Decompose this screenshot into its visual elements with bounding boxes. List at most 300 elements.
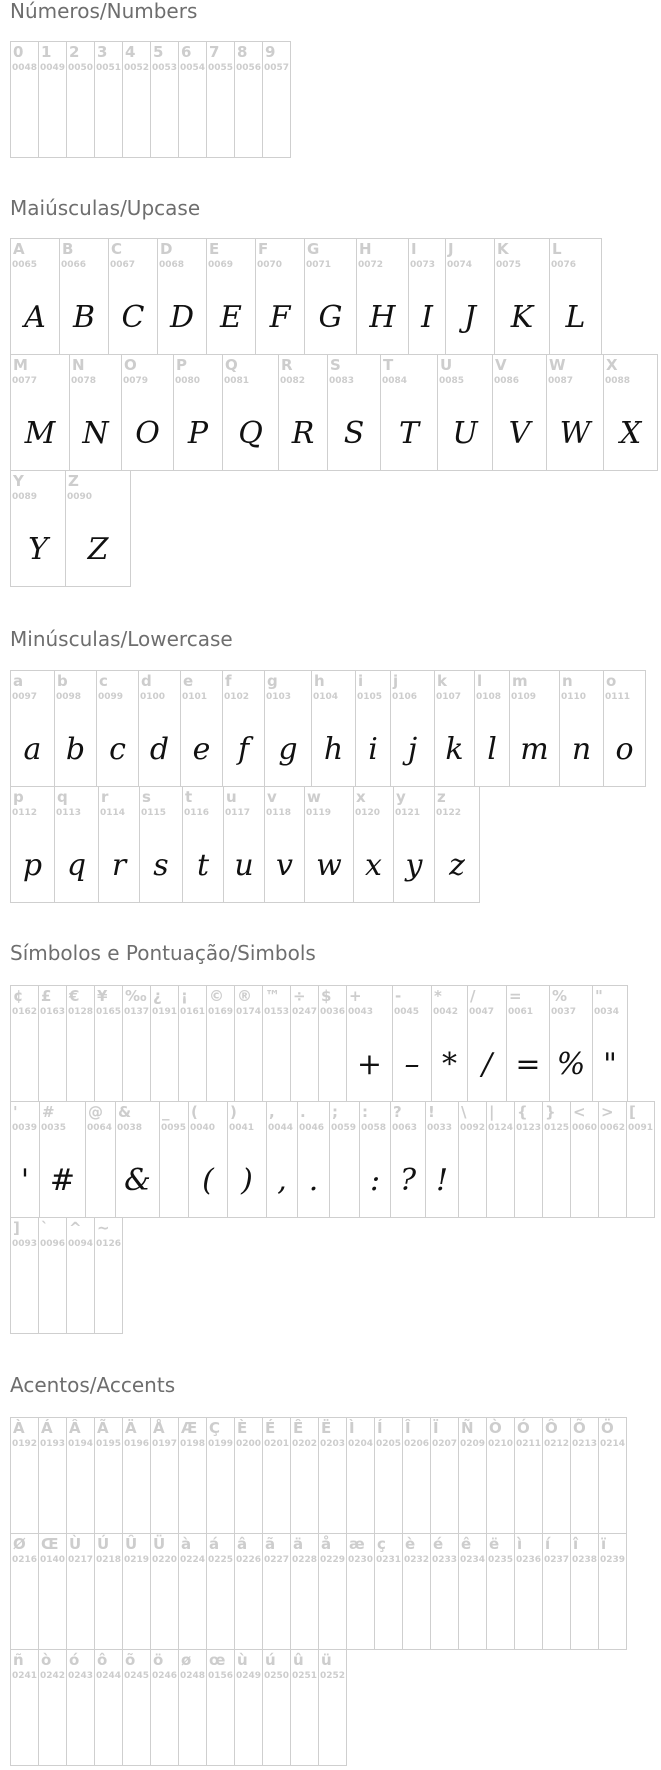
glyph-code: 0156: [208, 1671, 234, 1681]
glyph-code: 0104: [313, 692, 339, 702]
glyph-sample: z: [449, 848, 465, 883]
glyph-sample: s: [153, 848, 169, 883]
glyph-cell: [38, 41, 67, 158]
glyph-code: 0046: [299, 1123, 325, 1133]
glyph-character: y: [396, 788, 406, 806]
glyph-character: =: [509, 987, 522, 1005]
glyph-code: 0064: [87, 1123, 113, 1133]
glyph-cell: [264, 786, 305, 903]
glyph-sample: [235, 1460, 262, 1533]
glyph-sample: [39, 1692, 66, 1765]
glyph-cell: [506, 985, 550, 1102]
glyph-cell: [173, 354, 223, 471]
glyph-code: 0100: [140, 692, 166, 702]
glyph-sample: [291, 1028, 318, 1101]
glyph-sample: [160, 1144, 188, 1217]
glyph-sample: [515, 1576, 542, 1649]
glyph-cell: [598, 1533, 627, 1650]
glyph-sample: S: [343, 416, 365, 451]
glyph-character: Æ: [181, 1419, 198, 1437]
glyph-sample: W: [559, 416, 591, 451]
glyph-row: [10, 1533, 626, 1649]
glyph-code: 0205: [376, 1439, 402, 1449]
glyph-code: 0087: [548, 376, 574, 386]
glyph-cell: [223, 786, 265, 903]
glyph-cell: [390, 670, 435, 787]
glyph-character: P: [176, 356, 187, 374]
glyph-character: Ö: [601, 1419, 614, 1437]
glyph-sample: [347, 1460, 374, 1533]
glyph-character: î: [573, 1535, 579, 1553]
glyph-character: 7: [209, 43, 220, 61]
glyph-cell: [206, 1649, 235, 1766]
glyph-cell: [311, 670, 356, 787]
glyph-character: c: [99, 672, 108, 690]
glyph-character: j: [393, 672, 399, 690]
glyph-sample: [235, 1692, 262, 1765]
glyph-character: C: [111, 240, 123, 258]
glyph-cell: [94, 1217, 123, 1334]
glyph-character: 6: [181, 43, 192, 61]
glyph-cell: [603, 354, 658, 471]
glyph-character: 1: [41, 43, 52, 61]
glyph-character: |: [489, 1103, 495, 1121]
glyph-code: 0078: [71, 376, 97, 386]
glyph-cell: [38, 985, 67, 1102]
glyph-sample: [403, 1576, 430, 1649]
glyph-row: [10, 238, 657, 354]
section-title-lowercase: Minúsculas/Lowercase: [10, 627, 233, 651]
glyph-cell: [390, 1101, 426, 1218]
glyph-code: 0246: [152, 1671, 178, 1681]
glyph-sample: j: [407, 732, 418, 767]
glyph-code: 0236: [516, 1555, 542, 1565]
glyph-cell: [10, 1649, 39, 1766]
glyph-sample: [151, 1576, 178, 1649]
glyph-sample: J: [463, 300, 477, 335]
glyph-code: 0105: [357, 692, 383, 702]
glyph-cell: [549, 238, 602, 355]
glyph-cell: [430, 1533, 459, 1650]
glyph-character: :: [362, 1103, 368, 1121]
glyph-sample: i: [368, 732, 378, 767]
glyph-sample: [207, 1460, 234, 1533]
glyph-cell: [94, 985, 123, 1102]
glyph-code: 0250: [264, 1671, 290, 1681]
glyph-cell: [262, 1533, 291, 1650]
glyph-sample: [39, 1260, 66, 1333]
glyph-code: 0194: [68, 1439, 94, 1449]
glyph-character: À: [13, 1419, 25, 1437]
glyph-code: 0251: [292, 1671, 318, 1681]
glyph-cell: [494, 238, 550, 355]
glyph-character: G: [307, 240, 320, 258]
glyph-code: 0224: [180, 1555, 206, 1565]
glyph-cell: [458, 1533, 487, 1650]
glyph-code: 0051: [96, 63, 122, 73]
glyph-character: ": [595, 987, 603, 1005]
glyph-cell: [10, 786, 55, 903]
glyph-sample: ": [603, 1047, 617, 1082]
glyph-sample: R: [291, 416, 315, 451]
glyph-sample: U: [452, 416, 478, 451]
glyph-sample: K: [510, 300, 534, 335]
glyph-sample: [207, 1692, 234, 1765]
glyph-code: 0228: [292, 1555, 318, 1565]
glyph-character: ì: [517, 1535, 523, 1553]
glyph-cell: [206, 238, 256, 355]
glyph-sample: [375, 1460, 402, 1533]
glyph-sample: [39, 1460, 66, 1533]
glyph-sample: [459, 1576, 486, 1649]
glyph-cell: [206, 41, 235, 158]
glyph-code: 0042: [433, 1007, 459, 1017]
glyph-character: ¡: [181, 987, 188, 1005]
glyph-cell: [486, 1533, 515, 1650]
glyph-character: [: [629, 1103, 636, 1121]
glyph-cell: [290, 1417, 319, 1534]
glyph-cell: [38, 1217, 67, 1334]
numbers-grid: [10, 41, 290, 157]
glyph-character: 2: [69, 43, 80, 61]
glyph-cell: [234, 1533, 263, 1650]
glyph-code: 0115: [141, 808, 167, 818]
glyph-cell: [234, 985, 263, 1102]
glyph-character: £: [41, 987, 52, 1005]
glyph-code: 0108: [476, 692, 502, 702]
glyph-cell: [122, 985, 151, 1102]
glyph-cell: [592, 985, 628, 1102]
glyph-code: 0197: [152, 1439, 178, 1449]
glyph-code: 0124: [488, 1123, 514, 1133]
glyph-character: ç: [377, 1535, 386, 1553]
glyph-sample: q: [66, 848, 87, 883]
glyph-code: 0089: [12, 492, 38, 502]
glyph-code: 0239: [600, 1555, 626, 1565]
glyph-sample: [11, 1576, 38, 1649]
glyph-sample: h: [323, 732, 344, 767]
glyph-code: 0086: [494, 376, 520, 386]
glyph-cell: [546, 354, 604, 471]
glyph-character: B: [62, 240, 74, 258]
glyph-code: 0214: [600, 1439, 626, 1449]
glyph-cell: [374, 1533, 403, 1650]
glyph-character: u: [226, 788, 237, 806]
glyph-cell: [234, 1417, 263, 1534]
glyph-sample: [487, 1460, 514, 1533]
glyph-character: .: [300, 1103, 306, 1121]
glyph-sample: w: [316, 848, 342, 883]
glyph-code: 0088: [605, 376, 631, 386]
glyph-character: *: [434, 987, 442, 1005]
glyph-cell: [474, 670, 510, 787]
glyph-sample: Q: [238, 416, 263, 451]
glyph-sample: r: [111, 848, 127, 883]
glyph-character: à: [181, 1535, 192, 1553]
glyph-character: S: [330, 356, 341, 374]
glyph-sample: a: [23, 732, 42, 767]
glyph-character: Ï: [433, 1419, 439, 1437]
glyph-code: 0095: [161, 1123, 187, 1133]
glyph-character: å: [321, 1535, 332, 1553]
glyph-code: 0199: [208, 1439, 234, 1449]
glyph-code: 0140: [40, 1555, 66, 1565]
glyph-character: U: [440, 356, 453, 374]
glyph-code: 0165: [96, 1007, 122, 1017]
glyph-character: ü: [321, 1651, 332, 1669]
glyph-character: Ù: [69, 1535, 82, 1553]
glyph-code: 0071: [306, 260, 332, 270]
glyph-character: F: [258, 240, 269, 258]
glyph-cell: [10, 1533, 39, 1650]
glyph-character: Ø: [13, 1535, 26, 1553]
glyph-cell: [150, 1417, 179, 1534]
glyph-cell: [206, 985, 235, 1102]
glyph-sample: V: [508, 416, 531, 451]
glyph-sample: [627, 1144, 654, 1217]
glyph-character: ö: [153, 1651, 164, 1669]
glyph-code: 0102: [224, 692, 250, 702]
glyph-character: ;: [332, 1103, 338, 1121]
glyph-sample: [151, 1692, 178, 1765]
glyph-sample: [330, 1144, 359, 1217]
glyph-code: 0075: [496, 260, 522, 270]
glyph-sample: E: [220, 300, 242, 335]
glyph-sample: =: [515, 1047, 541, 1082]
glyph-sample: g: [278, 732, 298, 767]
glyph-character: W: [549, 356, 566, 374]
glyph-character: Ë: [321, 1419, 332, 1437]
glyph-sample: [39, 84, 66, 157]
glyph-code: 0225: [208, 1555, 234, 1565]
glyph-row: [10, 985, 654, 1101]
glyph-code: 0211: [516, 1439, 542, 1449]
glyph-cell: [178, 41, 207, 158]
glyph-sample: #: [49, 1163, 76, 1198]
glyph-sample: [487, 1576, 514, 1649]
glyph-row: [10, 354, 657, 470]
glyph-character: ]: [13, 1219, 20, 1237]
glyph-code: 0082: [280, 376, 306, 386]
glyph-code: 0062: [600, 1123, 626, 1133]
section-title-accents: Acentos/Accents: [10, 1373, 176, 1397]
glyph-character: Å: [153, 1419, 165, 1437]
glyph-code: 0113: [56, 808, 82, 818]
glyph-character: ô: [97, 1651, 108, 1669]
glyph-code: 0174: [236, 1007, 262, 1017]
glyph-cell: [626, 1101, 655, 1218]
glyph-code: 0094: [68, 1239, 94, 1249]
glyph-character: 5: [153, 43, 164, 61]
glyph-sample: [207, 1576, 234, 1649]
glyph-code: 0041: [229, 1123, 255, 1133]
glyph-character: T: [383, 356, 394, 374]
glyph-code: 0049: [40, 63, 66, 73]
glyph-sample: [263, 84, 290, 157]
glyph-sample: p: [22, 848, 43, 883]
glyph-code: 0092: [460, 1123, 486, 1133]
glyph-cell: [234, 1649, 263, 1766]
glyph-code: 0106: [392, 692, 418, 702]
glyph-character: Y: [13, 472, 24, 490]
glyph-cell: [66, 41, 95, 158]
glyph-code: 0038: [117, 1123, 143, 1133]
glyph-character: â: [237, 1535, 248, 1553]
glyph-cell: [66, 1533, 95, 1650]
glyph-sample: [123, 1028, 150, 1101]
glyph-code: 0123: [516, 1123, 542, 1133]
glyph-character: Û: [125, 1535, 138, 1553]
glyph-code: 0217: [68, 1555, 94, 1565]
glyph-code: 0037: [551, 1007, 577, 1017]
glyph-code: 0084: [382, 376, 408, 386]
glyph-sample: [291, 1692, 318, 1765]
glyph-sample: *: [442, 1047, 457, 1082]
glyph-character: +: [349, 987, 362, 1005]
glyph-cell: [180, 670, 223, 787]
glyph-sample: [375, 1576, 402, 1649]
glyph-character: ã: [265, 1535, 276, 1553]
glyph-sample: %: [556, 1047, 586, 1082]
glyph-code: 0056: [236, 63, 262, 73]
glyph-code: 0238: [572, 1555, 598, 1565]
glyph-sample: H: [369, 300, 396, 335]
glyph-sample: [291, 1460, 318, 1533]
glyph-code: 0111: [605, 692, 631, 702]
glyph-sample: e: [192, 732, 211, 767]
glyph-character: /: [470, 987, 476, 1005]
glyph-code: 0248: [180, 1671, 206, 1681]
glyph-sample: [571, 1460, 598, 1533]
glyph-character: {: [517, 1103, 528, 1121]
glyph-cell: [266, 1101, 298, 1218]
glyph-character: ,: [269, 1103, 275, 1121]
glyph-cell: [182, 786, 224, 903]
glyph-row: [10, 1417, 626, 1533]
section-title-numbers: Números/Numbers: [10, 0, 198, 23]
glyph-cell: [122, 1533, 151, 1650]
glyph-character: €: [69, 987, 80, 1005]
glyph-cell: [65, 470, 131, 587]
glyph-cell: [10, 354, 70, 471]
glyph-sample: D: [169, 300, 195, 335]
glyph-cell: [318, 985, 347, 1102]
glyph-code: 0065: [12, 260, 38, 270]
glyph-cell: [206, 1417, 235, 1534]
glyph-character: k: [437, 672, 447, 690]
glyph-code: 0073: [410, 260, 436, 270]
glyph-code: 0074: [447, 260, 473, 270]
glyph-sample: P: [187, 416, 209, 451]
glyph-character: r: [101, 788, 109, 806]
glyph-cell: [304, 786, 354, 903]
glyph-row: [10, 1217, 654, 1333]
glyph-sample: [263, 1692, 290, 1765]
glyph-character: ': [13, 1103, 18, 1121]
glyph-sample: [151, 84, 178, 157]
glyph-code: 0201: [264, 1439, 290, 1449]
glyph-code: 0204: [348, 1439, 374, 1449]
glyph-character: a: [13, 672, 24, 690]
glyph-cell: [570, 1417, 599, 1534]
glyph-character: v: [267, 788, 277, 806]
glyph-sample: o: [615, 732, 634, 767]
glyph-code: 0080: [175, 376, 201, 386]
glyph-sample: [319, 1028, 346, 1101]
glyph-code: 0232: [404, 1555, 430, 1565]
glyph-sample: X: [619, 416, 642, 451]
glyph-sample: f: [237, 732, 250, 767]
glyph-character: Î: [405, 1419, 411, 1437]
glyph-cell: [159, 1101, 189, 1218]
glyph-cell: [85, 1101, 116, 1218]
glyph-character: ): [230, 1103, 237, 1121]
glyph-character: <: [573, 1103, 586, 1121]
glyph-sample: u: [234, 848, 254, 883]
glyph-cell: [10, 238, 60, 355]
glyph-sample: [263, 1460, 290, 1533]
glyph-code: 0043: [348, 1007, 374, 1017]
glyph-cell: [290, 1533, 319, 1650]
glyph-sample: [459, 1460, 486, 1533]
glyph-sample: I: [421, 300, 433, 335]
glyph-code: 0052: [124, 63, 150, 73]
glyph-sample: [515, 1144, 542, 1217]
glyph-character: V: [495, 356, 507, 374]
glyph-character: É: [265, 1419, 276, 1437]
glyph-code: 0045: [394, 1007, 420, 1017]
glyph-cell: [264, 670, 312, 787]
glyph-code: 0119: [306, 808, 332, 818]
glyph-character: R: [281, 356, 293, 374]
glyph-code: 0068: [159, 260, 185, 270]
glyph-code: 0033: [427, 1123, 453, 1133]
glyph-sample: [319, 1460, 346, 1533]
glyph-code: 0120: [355, 808, 381, 818]
glyph-sample: [599, 1460, 626, 1533]
glyph-sample: [515, 1460, 542, 1533]
glyph-cell: [318, 1417, 347, 1534]
glyph-sample: [67, 84, 94, 157]
glyph-sample: L: [565, 300, 586, 335]
glyph-character: ‰: [125, 987, 147, 1005]
glyph-cell: [346, 1417, 375, 1534]
glyph-character: è: [405, 1535, 416, 1553]
glyph-code: 0116: [184, 808, 210, 818]
glyph-cell: [346, 1533, 375, 1650]
glyph-code: 0153: [264, 1007, 290, 1017]
glyph-sample: [95, 84, 122, 157]
glyph-cell: [542, 1101, 571, 1218]
glyph-sample: x: [365, 848, 382, 883]
glyph-character: ï: [601, 1535, 607, 1553]
glyph-cell: [514, 1533, 543, 1650]
glyph-cell: [66, 985, 95, 1102]
glyph-sample: [599, 1144, 626, 1217]
glyph-sample: m: [520, 732, 549, 767]
glyph-character: E: [209, 240, 220, 258]
glyph-code: 0083: [329, 376, 355, 386]
glyph-sample: C: [121, 300, 145, 335]
glyph-sample: [86, 1144, 115, 1217]
glyph-cell: [150, 985, 179, 1102]
glyph-sample: B: [72, 300, 96, 335]
glyph-code: 0063: [392, 1123, 418, 1133]
glyph-code: 0125: [544, 1123, 570, 1133]
glyph-sample: [123, 1460, 150, 1533]
glyph-cell: [38, 1649, 67, 1766]
glyph-sample: [291, 1576, 318, 1649]
